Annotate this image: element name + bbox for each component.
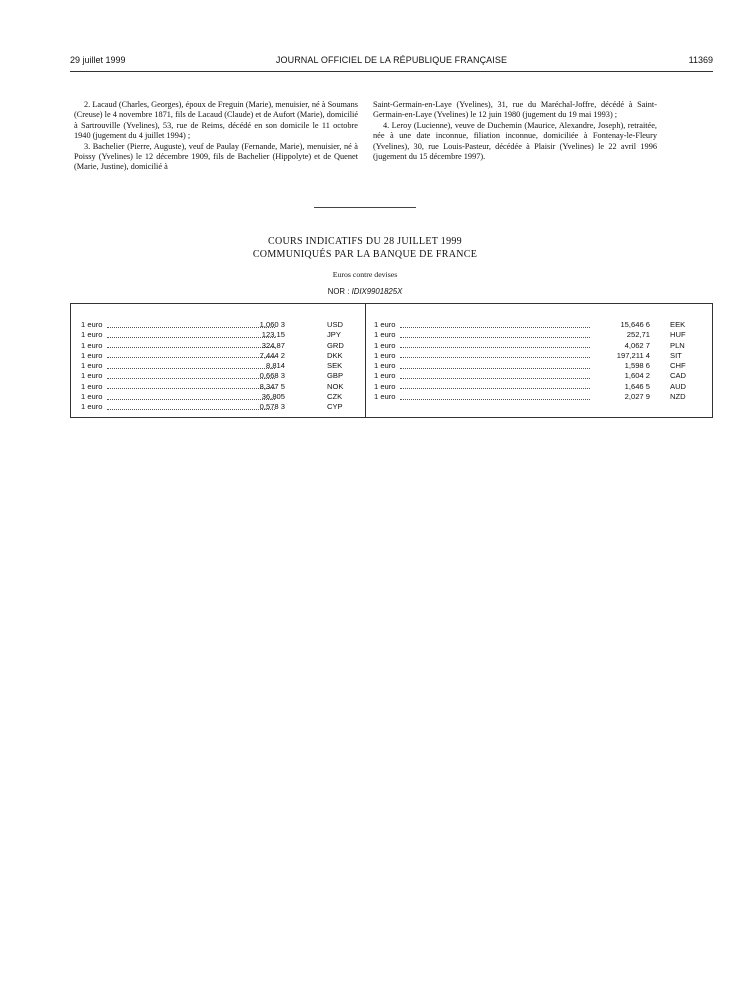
rate-row [374,320,700,330]
leader-dots [107,378,275,379]
notice-title-line-1: COURS INDICATIFS DU 28 JUILLET 1999 [268,236,462,247]
rate-unit: 1 euro [81,392,103,402]
journal-title: JOURNAL OFFICIEL DE LA RÉPUBLIQUE FRANÇAISE [275,55,508,65]
currency-code: PLN [670,340,685,350]
rate-unit: 1 euro [374,340,396,350]
left-column [74,100,358,173]
leader-dots [400,399,590,400]
rate-unit: 1 euro [374,320,396,329]
currency-code: CHF [670,361,686,371]
rate-value: 123,15 [261,330,285,340]
currency-code: DKK [327,350,343,360]
rate-unit: 1 euro [81,350,103,360]
currency-code: NZD [670,392,686,402]
currency-code: GRD [327,340,344,350]
rate-row [374,361,700,371]
rates-column-left [81,320,351,413]
leader-dots [400,378,590,379]
leader-dots [107,409,275,410]
right-column [373,100,657,162]
rate-row [374,382,700,392]
leader-dots [400,357,590,358]
rate-value: 197,211 4 [616,350,650,360]
rate-value: 2,027 9 [624,392,650,402]
rate-value: 324,87 [261,340,285,350]
leader-dots [107,399,275,400]
table-divider [365,304,366,417]
rate-value: 7,444 2 [259,350,285,360]
rate-unit: 1 euro [374,371,396,381]
rate-value: 8,347 5 [259,381,285,391]
rate-row [81,351,351,361]
paragraph-bachelier-continued: Saint-Germain-en-Laye (Yvelines), 31, rue du Maréchal-Joffre, décédé à Saint-Germain-en-Laye (Yvelines) le 12 juin 1980 (jugement du 19 mai 1993) ; [373,100,657,120]
running-header [70,55,713,69]
rate-row [374,330,700,340]
currency-code: EEK [670,320,686,329]
currency-code: CYP [327,402,343,412]
rate-unit: 1 euro [374,350,396,360]
rate-value: 1,604 2 [624,371,650,381]
notice-subtitle: Euros contre devises [332,270,398,279]
currency-code: CAD [670,371,687,381]
currency-code: HUF [670,330,686,340]
rate-unit: 1 euro [81,361,103,371]
leader-dots [400,368,590,369]
currency-code: USD [327,320,344,329]
rate-unit: 1 euro [374,392,396,402]
rate-row [81,320,351,330]
leader-dots [107,347,275,348]
leader-dots [107,368,275,369]
rate-value: 1,598 6 [624,361,650,371]
currency-code: NOK [327,381,344,391]
rate-row [81,371,351,381]
currency-code: AUD [670,381,687,391]
section-separator [314,207,416,208]
paragraph-bachelier: 3. Bachelier (Pierre, Auguste), veuf de Paulay (Fernande, Marie), menuisier, né à Poissy (Yvelines) le 12 décembre 1909, fils de Bachelier (Hippolyte) et de Quenet (Marie, Justine), domicilié à [74,141,358,172]
rate-value: 252,71 [626,330,650,340]
currency-code: CZK [327,392,343,402]
exchange-rates-table [70,303,713,418]
leader-dots [400,347,590,348]
page-number: 11369 [688,55,713,65]
rate-row [374,392,700,402]
leader-dots [107,337,275,338]
rate-value: 1,060 3 [259,320,285,329]
rate-unit: 1 euro [374,381,396,391]
rate-row [374,351,700,361]
issue-date: 29 juillet 1999 [70,55,126,65]
notice-title-line-2: COMMUNIQUÉS PAR LA BANQUE DE FRANCE [252,249,478,260]
notice-title [70,235,660,261]
rate-unit: 1 euro [374,330,396,340]
rate-unit: 1 euro [81,330,103,340]
rate-value: 4,062 7 [624,340,650,350]
nor-code: IDIX9901825X [351,287,403,296]
currency-code: SEK [327,361,343,371]
rate-value: 0,668 3 [259,371,285,381]
nor-reference [70,287,660,296]
rate-value: 1,646 5 [624,381,650,391]
currency-code: JPY [327,330,341,340]
rate-row [81,361,351,371]
rate-row [374,371,700,381]
leader-dots [400,337,590,338]
leader-dots [400,327,590,328]
header-rule [70,71,713,72]
rate-unit: 1 euro [81,320,103,329]
currency-code: SIT [670,350,682,360]
rate-unit: 1 euro [81,381,103,391]
rate-row [81,341,351,351]
rate-row [374,341,700,351]
rate-row [81,392,351,402]
currency-code: GBP [327,371,344,381]
rate-unit: 1 euro [81,340,103,350]
rate-row [81,382,351,392]
paragraph-leroy: 4. Leroy (Lucienne), veuve de Duchemin (Maurice, Alexandre, Joseph), retraitée, née à une date inconnue, filiation inconnue, domiciliée à Fontenay-le-Fleury (Yvelines), 30, rue Louis-Pasteur, décédée à Plaisir (Yvelines) le 22 avril 1996 (jugement du 15 décembre 1997). [373,120,657,162]
rate-unit: 1 euro [81,402,103,412]
leader-dots [107,327,275,328]
rate-row [81,330,351,340]
leader-dots [107,357,275,358]
nor-label: NOR : [327,287,350,296]
leader-dots [107,388,275,389]
rate-value: 15,646 6 [620,320,650,329]
rate-value: 8,814 [265,361,285,371]
leader-dots [400,388,590,389]
rate-unit: 1 euro [374,361,396,371]
rate-value: 36,805 [261,392,285,402]
rate-value: 0,578 3 [259,402,285,412]
rate-unit: 1 euro [81,371,103,381]
rate-row [81,402,351,412]
paragraph-lacaud: 2. Lacaud (Charles, Georges), époux de Freguin (Marie), menuisier, né à Soumans (Creuse) le 4 novembre 1871, fils de Lacaud (Claude) et de Aufort (Marie), domicilié à Sartrouville (Yvelines), 53, rue de Reims, décédé en son domicile le 11 octobre 1940 (jugement du 4 juillet 1994) ; [74,100,358,141]
rates-column-right [374,320,700,402]
